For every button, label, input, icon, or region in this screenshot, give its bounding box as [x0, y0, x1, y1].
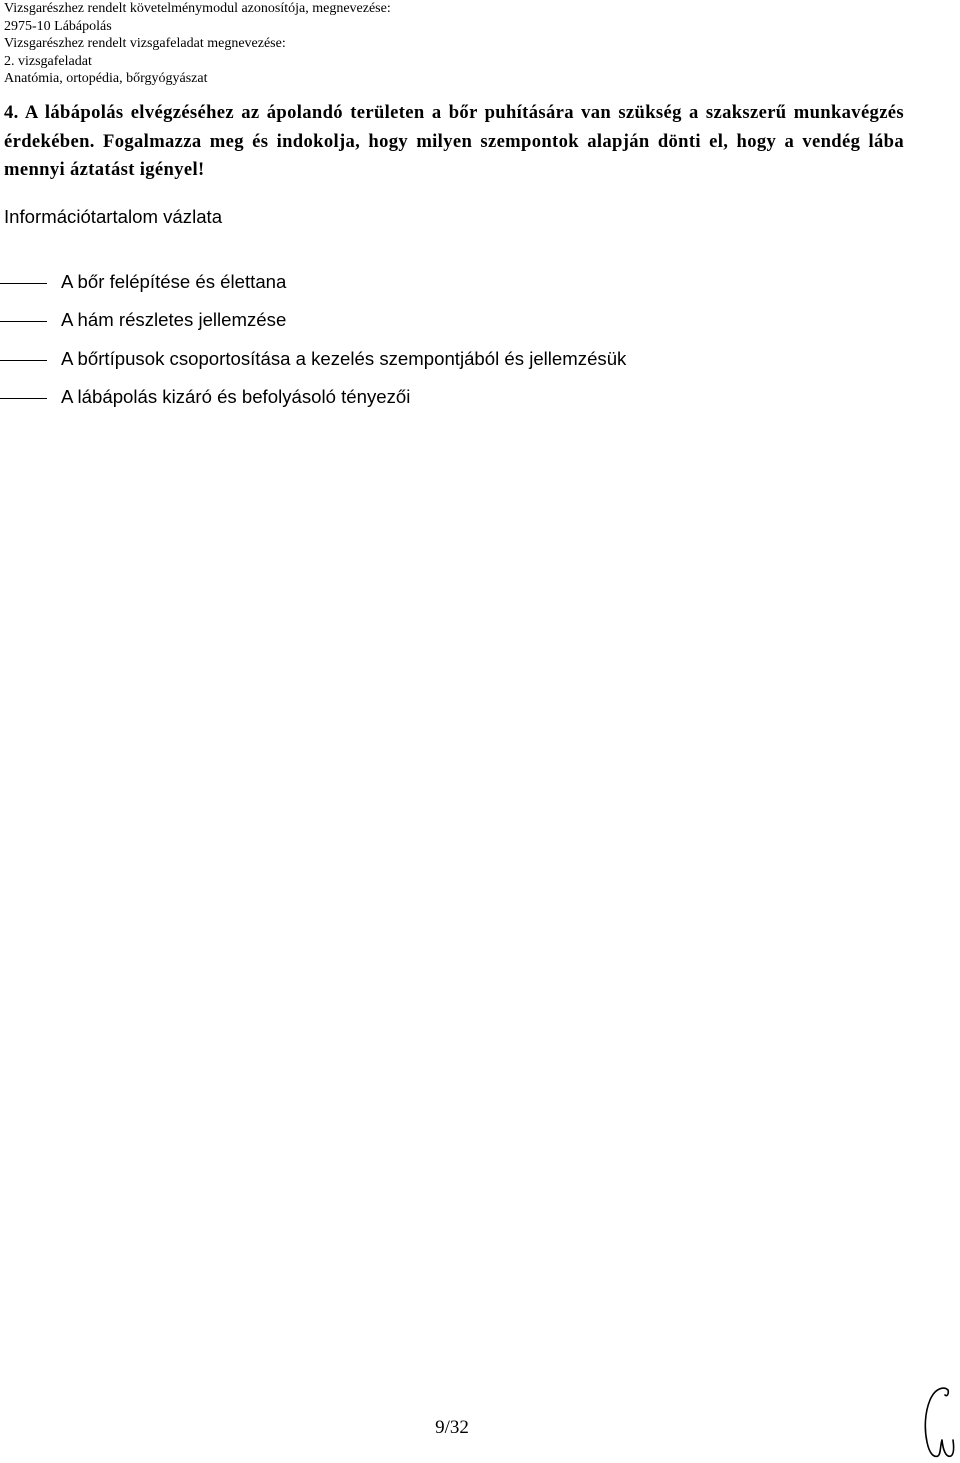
list-item-text: A hám részletes jellemzése [61, 309, 287, 331]
dash-bullet-icon [0, 321, 47, 322]
list-item-text: A bőr felépítése és élettana [61, 271, 287, 292]
document-header [4, 0, 944, 88]
header-module-label: Vizsgarészhez rendelt követelménymodul azonosítója, megnevezése: [4, 1, 391, 16]
dash-bullet-icon [0, 360, 47, 361]
outline-title: Információtartalom vázlata [4, 206, 223, 227]
list-item-text: A bőrtípusok csoportosítása a kezelés szempontjából és jellemzésük [61, 347, 627, 369]
header-task-label: Vizsgarészhez rendelt vizsgafeladat megnevezése: [4, 36, 286, 52]
header-task-topic: Anatómia, ortopédia, bőrgyógyászat [4, 71, 208, 87]
dash-bullet-icon [0, 283, 47, 284]
dash-bullet-icon [0, 398, 47, 399]
header-module-name: 2975-10 Lábápolás [4, 18, 112, 34]
task-question: 4. A lábápolás elvégzéséhez az ápolandó területen a bőr puhítására van szükség a szakszerű munkavégzés érdekében. Fogalmazza meg és indokolja, hogy milyen szempontok alapján dönti el, hogy a vendég lába mennyi áztatást igényel! [4, 102, 904, 180]
page-number: 9/32 [435, 1417, 469, 1438]
signature-icon [918, 1384, 960, 1463]
header-task-number: 2. vizsgafeladat [4, 53, 92, 69]
list-item-text: A lábápolás kizáró és befolyásoló tényezői [61, 385, 411, 407]
